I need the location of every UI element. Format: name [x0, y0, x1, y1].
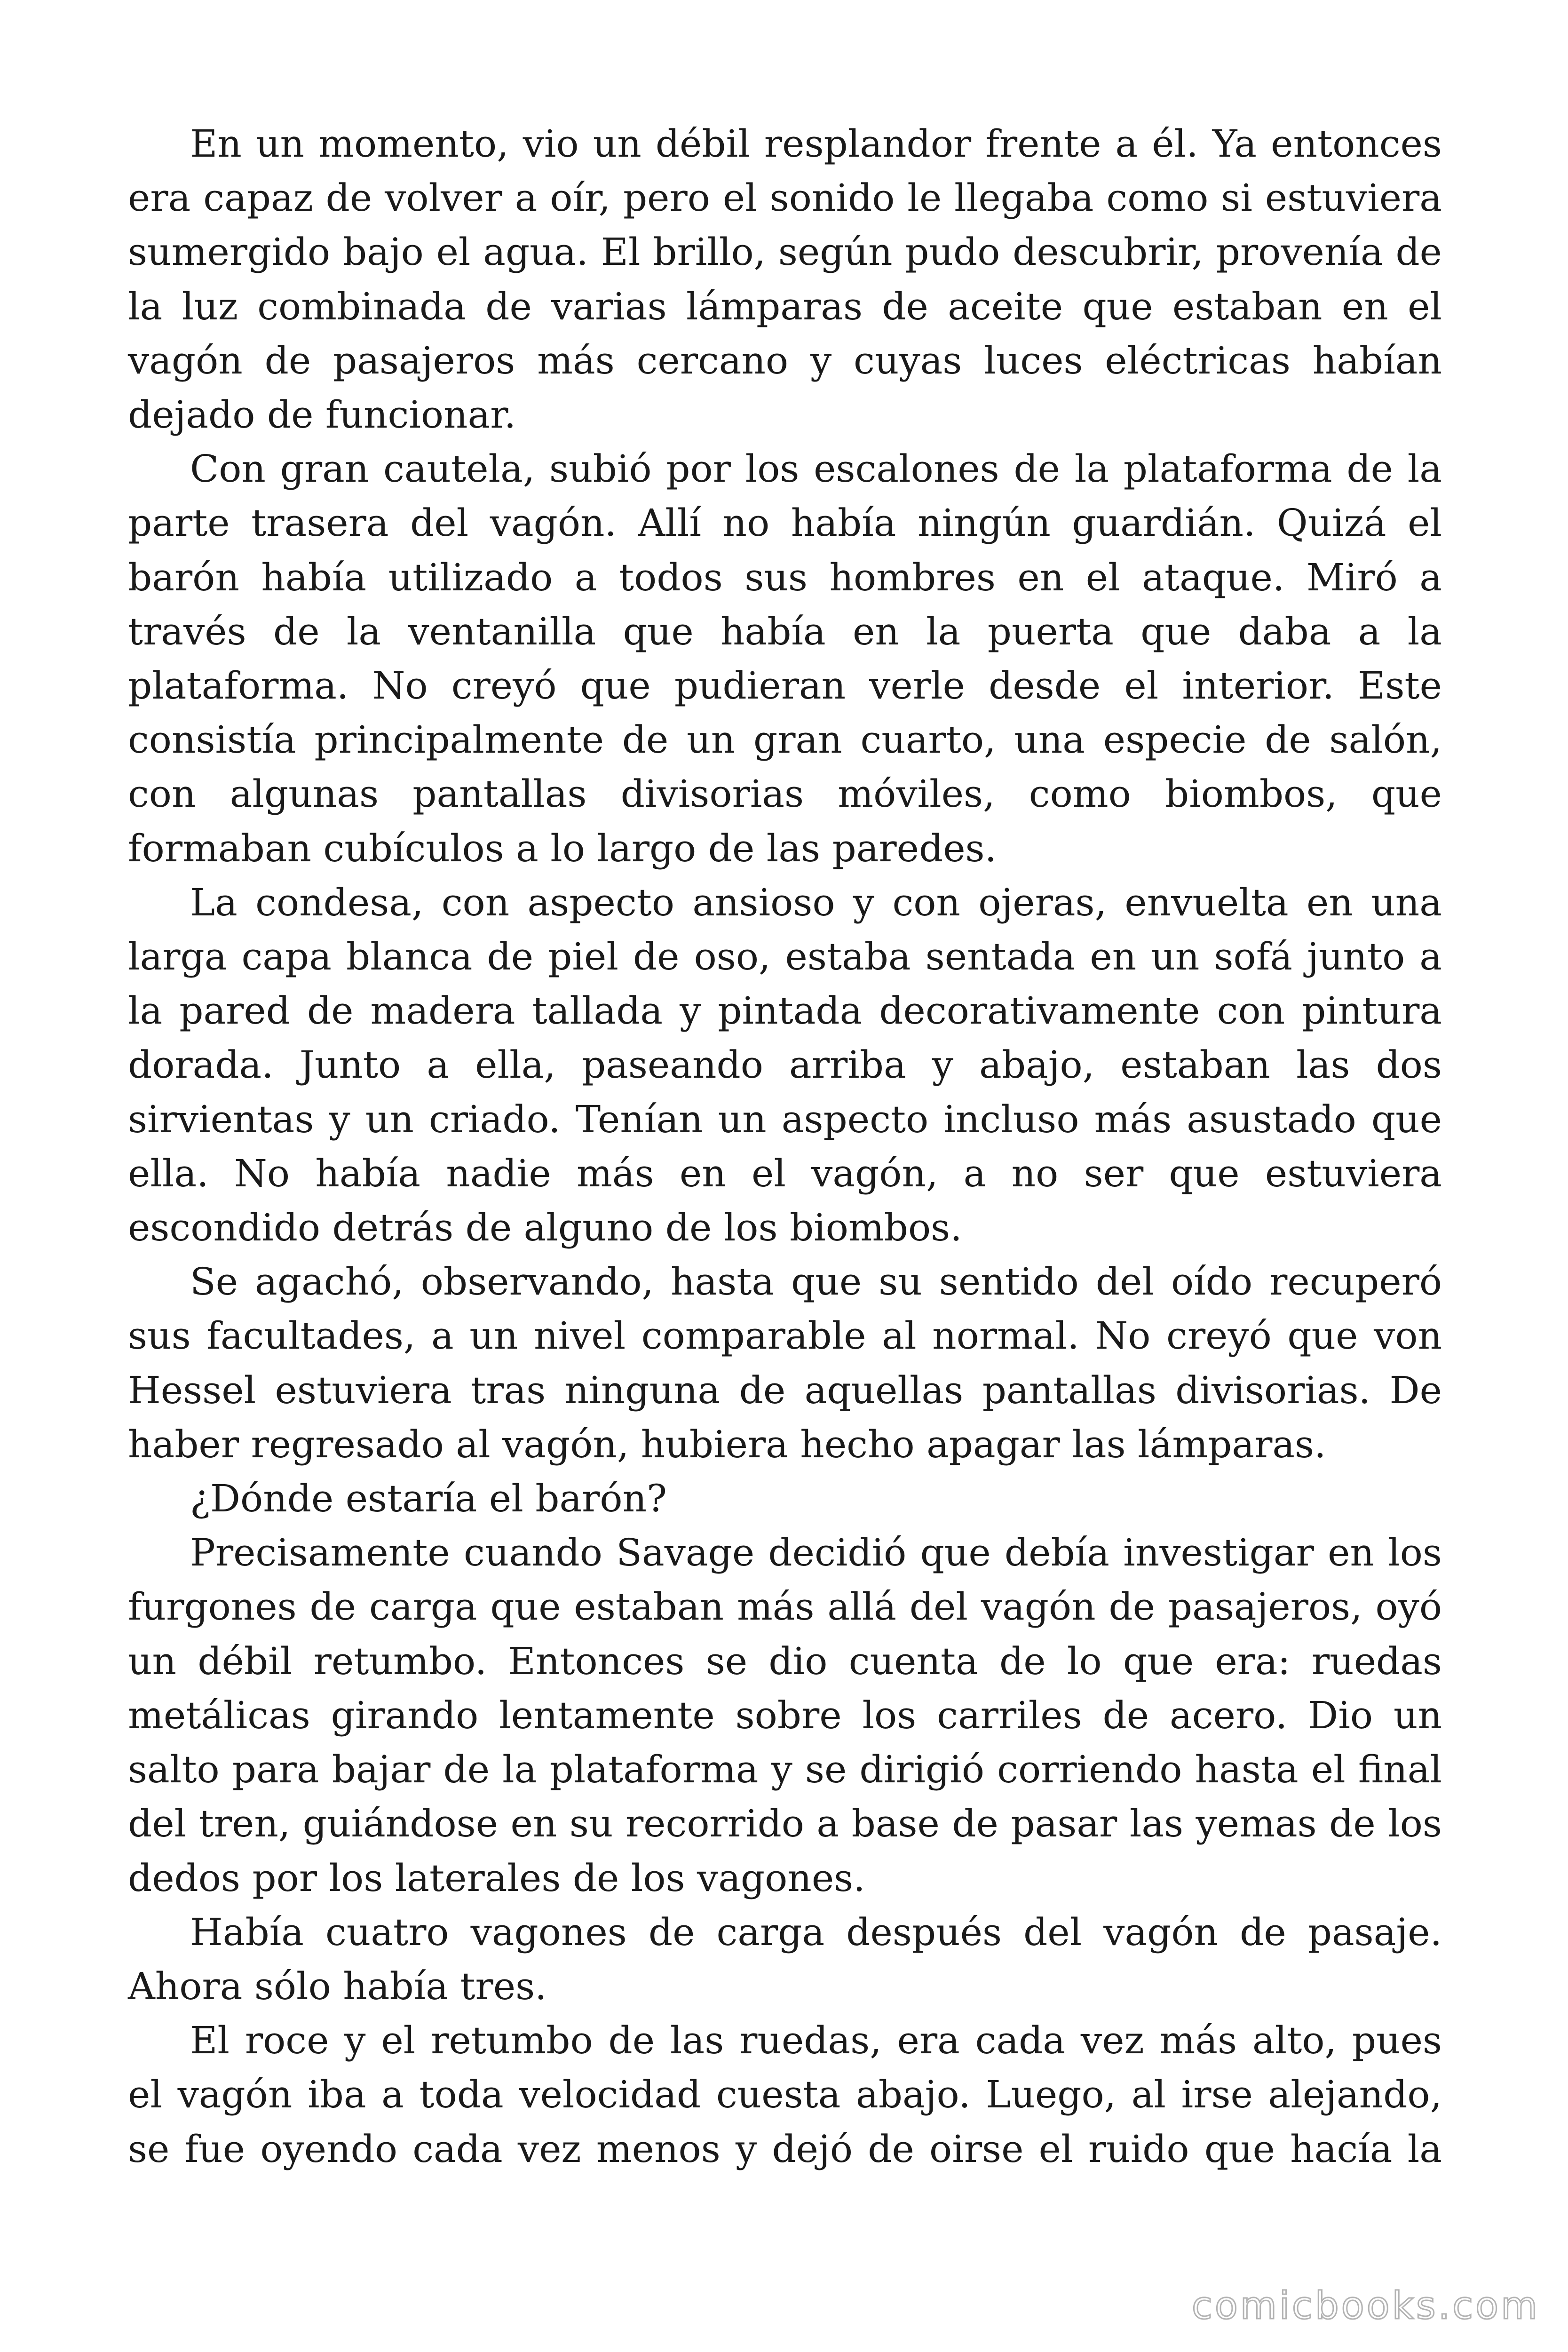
paragraph-2: Con gran cautela, subió por los escalones de la plataforma de la parte trasera del vagón. Allí no había ningún guardián. Quizá el barón había utilizado a todos sus hombres en el ataque. Miró a través de la ventanilla que había en la puerta que daba a la plataforma. No creyó que pudieran verle desde el interior. Este consistía principalmente de un gran cuarto, una especie de salón, con algunas pantallas divisorias móviles, como biombos, que formaban cubículos a lo largo de las paredes.: [128, 447, 1442, 870]
paragraph-5: ¿Dónde estaría el barón?: [190, 1477, 667, 1521]
paragraph-7: Había cuatro vagones de carga después del vagón de pasaje. Ahora sólo había tres.: [128, 1910, 1442, 2008]
paragraph-6: Precisamente cuando Savage decidió que debía investigar en los furgones de carga que estaban más allá del vagón de pasajeros, oyó un débil retumbo. Entonces se dio cuenta de lo que era: ruedas metálicas girando lentamente sobre los carriles de acero. Dio un salto para bajar de la plataforma y se dirigió corriendo hasta el final del tren, guiándose en su recorrido a base de pasar las yemas de los dedos por los laterales de los vagones.: [128, 1531, 1442, 1900]
paragraph-4: Se agachó, observando, hasta que su sentido del oído recuperó sus facultades, a un nivel comparable al normal. No creyó que von Hessel estuviera tras ninguna de aquellas pantallas divisorias. De haber regresado al vagón, hubiera hecho apagar las lámparas.: [128, 1260, 1442, 1466]
watermark: comicbooks.com: [1191, 2284, 1540, 2328]
paragraph-1: En un momento, vio un débil resplandor frente a él. Ya entonces era capaz de volver a oír, pero el sonido le llegaba como si estuviera sumergido bajo el agua. El brillo, según pudo descubrir, provenía de la luz combinada de varias lámparas de aceite que estaban en el vagón de pasajeros más cercano y cuyas luces eléctricas habían dejado de funcionar.: [128, 122, 1442, 437]
paragraph-8: El roce y el retumbo de las ruedas, era cada vez más alto, pues el vagón iba a toda velocidad cuesta abajo. Luego, al irse alejando, se fue oyendo cada vez menos y dejó de oirse el ruido que hacía la: [128, 2018, 1442, 2171]
paragraph-3: La condesa, con aspecto ansioso y con ojeras, envuelta en una larga capa blanca de piel de oso, estaba sentada en un sofá junto a la pared de madera tallada y pintada decorativamente con pintura dorada. Junto a ella, paseando arriba y abajo, estaban las dos sirvientas y un criado. Tenían un aspecto incluso más asustado que ella. No había nadie más en el vagón, a no ser que estuviera escondido detrás de alguno de los biombos.: [128, 880, 1442, 1250]
body-text: [128, 117, 1442, 2176]
